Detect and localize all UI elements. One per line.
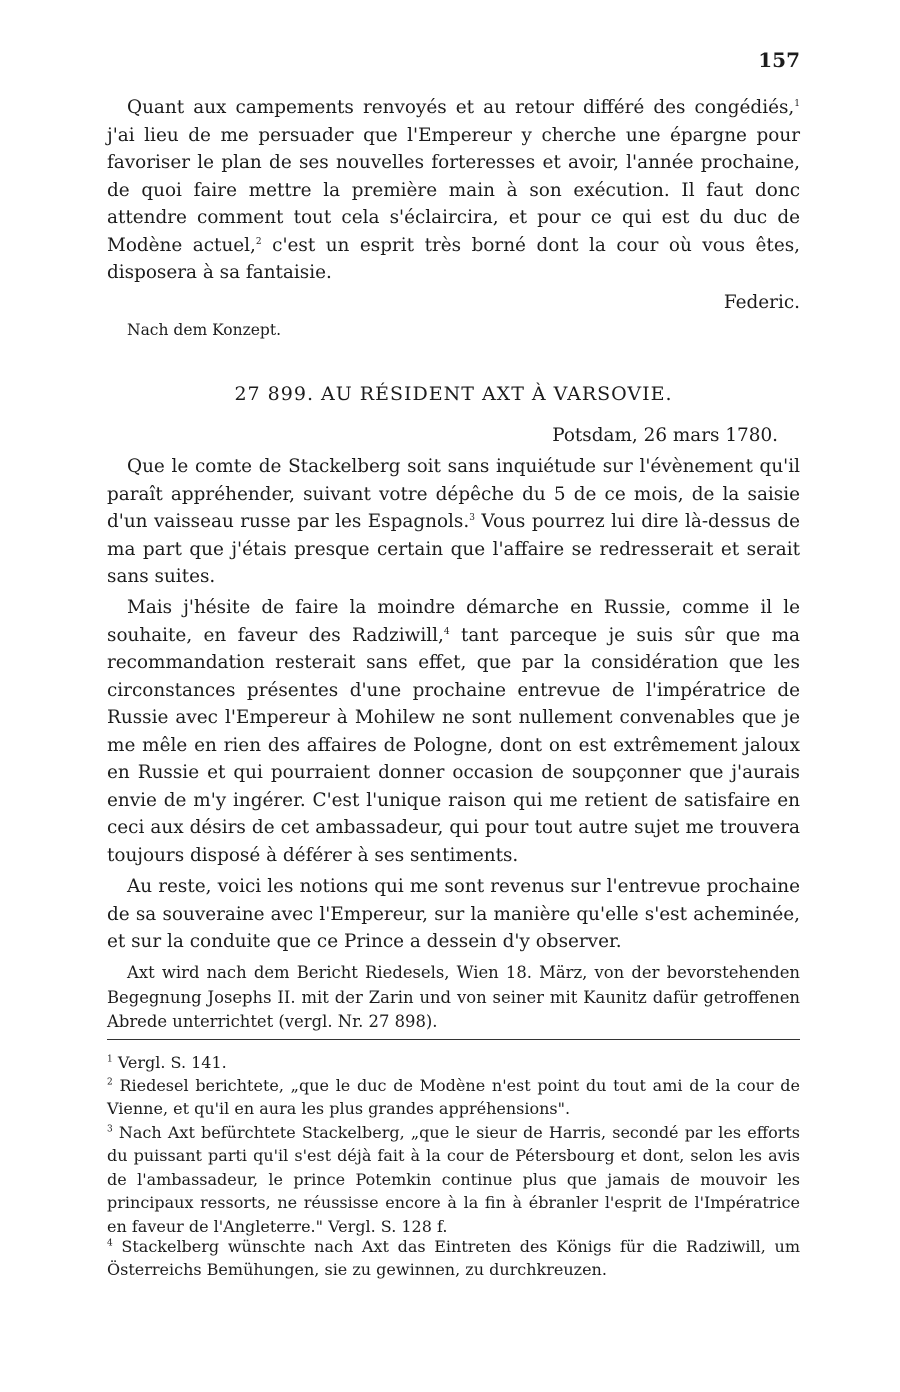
footnote-3 — [107, 1121, 800, 1238]
dateline: Potsdam, 26 mars 1780. — [552, 425, 778, 446]
footnote-ref-1: 1 — [794, 98, 800, 109]
p1-text-c: c'est un esprit très borné dont la cour où vous êtes, disposera à sa fantaisie. — [107, 234, 800, 283]
footnote-ref-3: 3 — [469, 512, 475, 523]
p3-text-a: Mais j'hésite de faire la moindre démarche en Russie, comme il le souhaite, en faveur des Radziwill, — [107, 597, 800, 646]
footnote-1 — [107, 1051, 800, 1074]
p1-text-a: Quant aux campements renvoyés et au retour différé des congédiés, — [127, 97, 795, 118]
footnote-mark-2: 2 — [107, 1077, 113, 1088]
source-note: Nach dem Konzept. — [127, 321, 282, 339]
footnote-2-text: Riedesel berichtete, „que le duc de Modène n'est point du tout ami de la cour de Vienne, et qu'il en aura les plus grandes appréhensions". — [107, 1076, 800, 1119]
signature: Federic. — [723, 292, 800, 313]
footnote-ref-2: 2 — [255, 236, 262, 247]
footnote-4-text: Stackelberg wünschte nach Axt das Eintreten des Königs für die Radziwill, um Österreichs Bemühungen, sie zu gewinnen, zu durchkreuzen. — [107, 1237, 800, 1280]
editor-note: Axt wird nach dem Bericht Riedesels, Wien 18. März, von der bevorstehenden Begegnung Josephs II. mit der Zarin und von seiner mit Kaunitz dafür getroffenen Abrede unterrichtet (vergl. Nr. 27 898). — [107, 963, 800, 1031]
footnote-1-text: Vergl. S. 141. — [112, 1053, 227, 1072]
p2-text-a: Que le comte de Stackelberg soit sans inquiétude sur l'évènement qu'il paraît appréhender, suivant votre dépêche du 5 de ce mois, de la saisie d'un vaisseau russe par les Espagnols. — [107, 456, 800, 532]
body-paragraph-3 — [107, 594, 800, 869]
p1-text-b: j'ai lieu de me persuader que l'Empereur y cherche une épargne pour favoriser le plan de ses nouvelles forteresses et avoir, l'année prochaine, de quoi faire mettre la première main à son exécution. Il faut donc attendre comment tout cela s'éclaircira, et pour ce qui est du duc de Modène actuel, — [107, 124, 800, 256]
body-paragraph-1 — [107, 94, 800, 287]
footnote-3-text: Nach Axt befürchtete Stackelberg, „que le sieur de Harris, secondé par les efforts du puissant parti qu'il s'est déjà fait à la cour de Pétersbourg et dont, selon les avis de l'ambassadeur, le prince Potemkin continue plus que jamais de mouvoir les principaux ressorts, ne réussisse encore à la fin à ébranler l'esprit de l'Impératrice en faveur de l'Angleterre." Vergl. S. 128 f. — [107, 1123, 800, 1236]
p2-text-b: Vous pourrez lui dire là-dessus de ma part que j'étais presque certain que l'affaire se redresserait et serait sans suites. — [107, 511, 800, 587]
footnote-mark-4: 4 — [107, 1238, 113, 1249]
body-paragraph-2 — [107, 453, 800, 591]
footnote-ref-4: 4 — [443, 626, 450, 637]
page-number: 157 — [758, 48, 800, 72]
footnote-mark-3: 3 — [107, 1124, 113, 1135]
document-heading: 27 899. AU RÉSIDENT AXT À VARSOVIE. — [234, 383, 673, 405]
footnote-2 — [107, 1074, 800, 1121]
p3-text-b: tant parceque je suis sûr que ma recommandation resterait sans effet, que par la considération que les circonstances présentes d'une prochaine entrevue de l'impératrice de Russie avec l'Empereur à Mohilew ne sont nullement convenables que je me mêle en rien des affaires de Pologne, dont on est extrêmement jaloux en Russie et qui pourraient donner occasion de soupçonner que j'aurais envie de m'y ingérer. C'est l'unique raison qui me retient de satisfaire en ceci aux désirs de cet ambassadeur, qui pour tout autre sujet me trouvera toujours disposé à déférer à ses sentiments. — [107, 624, 801, 866]
footnote-4 — [107, 1235, 800, 1282]
footnote-mark-1: 1 — [107, 1054, 113, 1065]
body-paragraph-4: Au reste, voici les notions qui me sont revenus sur l'entrevue prochaine de sa souveraine avec l'Empereur, sur la manière qu'elle s'est acheminée, et sur la conduite que ce Prince a dessein d'y observer. — [107, 876, 800, 952]
footnote-divider — [107, 1039, 800, 1040]
